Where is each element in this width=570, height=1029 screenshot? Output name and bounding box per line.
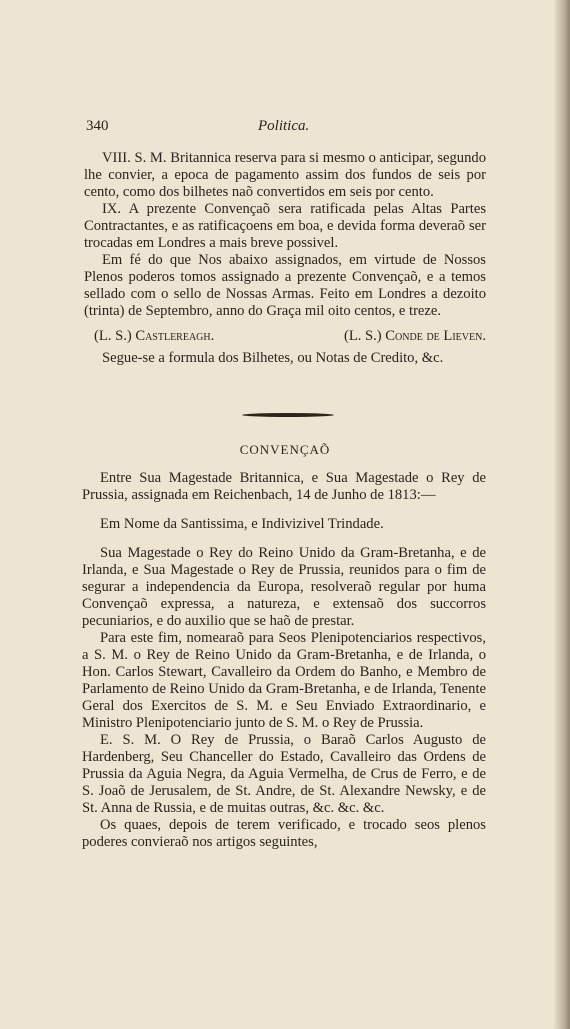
paragraph-4: Os quaes, depois de terem verificado, e trocado seos plenos poderes convieraõ nos artigos seguintes, <box>82 817 486 850</box>
page-header <box>86 118 486 138</box>
article-ix: IX. A prezente Convençaõ sera ratificada pelas Altas Partes Contractantes, e as ratificaçoens em boa, e devida forma deveraõ ser trocadas em Londres a mais breve possivel. <box>84 201 486 251</box>
paragraph-2: Para este fim, nomearaõ para Seos Plenipotenciarios respectivos, a S. M. o Rey de Reino Unido da Gram-Bretanha, e de Irlanda, o Hon. Carlos Stewart, Cavalleiro da Ordem do Banho, e Membro de Parlamento de Reino Unido da Gram-Bretanha, e de Irlanda, Tenente Geral dos Exercitos de S. M. e Seu Enviado Extraordinario, e Ministro Plenipotenciario junto de S. M. o Rey de Prussia. <box>82 630 486 731</box>
running-head: Politica. <box>258 118 310 134</box>
spacer <box>82 504 486 516</box>
convention-intro: Entre Sua Magestade Britannica, e Sua Magestade o Rey de Prussia, assignada em Reichenbach, 14 de Junho de 1813:— <box>82 470 486 503</box>
page-number: 340 <box>86 118 109 134</box>
page-gutter <box>554 0 570 1029</box>
paragraph-1: Sua Magestade o Rey do Reino Unido da Gram-Bretanha, e de Irlanda, e Sua Magestade o Rey de Prussia, reunidos para o fim de segurar a independencia da Europa, resolveraõ regular por huma Convençaõ expressa, a natureza, e extensaõ dos succorros pecuniarios, e do auxilio que se haõ de prestar. <box>82 545 486 629</box>
signature-left: (L. S.) Castlereagh. <box>94 328 215 344</box>
signature-right: (L. S.) Conde de Lieven. <box>343 328 486 344</box>
section-divider <box>242 413 334 417</box>
article-viii: VIII. S. M. Britannica reserva para si mesmo o anticipar, segundo lhe convier, a epoca de pagamento assim dos fundos de seis por cento, como dos bilhetes naõ convertidos em seis por cento. <box>84 150 486 200</box>
follows-note: Segue-se a formula dos Bilhetes, ou Notas de Credito, &c. <box>102 350 444 366</box>
witness-clause: Em fé do que Nos abaixo assignados, em virtude de Nossos Plenos poderos tomos assignado a prezente Convençaõ, e a temos sellado com o sello de Nossas Armas. Feito em Londres a dezoito (trinta) de Septembro, anno do Graça mil oito centos, e treze. <box>84 252 486 319</box>
section-title: CONVENÇAÕ <box>239 442 331 457</box>
spacer <box>82 533 486 545</box>
convention-section <box>82 470 486 851</box>
paragraph-3: E. S. M. O Rey de Prussia, o Baraõ Carlos Augusto de Hardenberg, Seu Chanceller do Estado, Cavalleiro das Ordens de Prussia da Aguia Negra, da Aguia Vermelha, de Crus de Ferro, e de S. Joaõ de Jerusalem, de St. Andre, de St. Alexandre Newsky, e de St. Anna de Russia, e de muitas outras, &c. &c. &c. <box>82 732 486 816</box>
invocation: Em Nome da Santissima, e Indivizivel Trindade. <box>100 516 384 532</box>
signatures <box>84 328 486 345</box>
articles-section <box>84 150 486 367</box>
